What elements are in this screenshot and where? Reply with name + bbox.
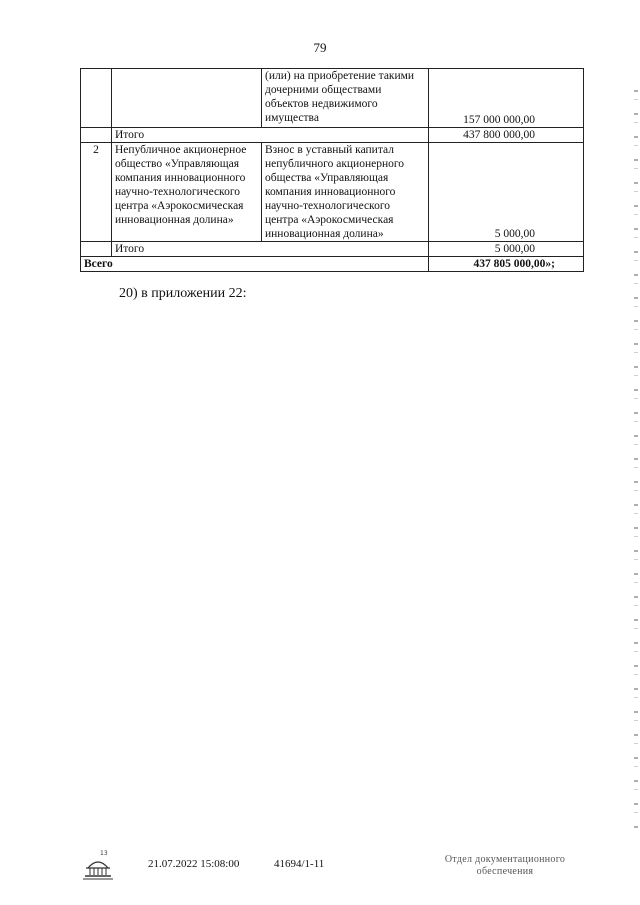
logo-number: 13	[100, 850, 108, 857]
purpose-cell: Взнос в уставный капитал непубличного акционерного общества «Управляющая компания инновационного научно-технологического центра «Аэрокосмическая инновационная долина»	[262, 143, 429, 242]
row-number: 2	[81, 143, 112, 242]
total-amount: 5 000,00	[429, 242, 584, 257]
organization-cell: Непубличное акционерное общество «Управляющая компания инновационного научно-технологического центра «Аэрокосмическая инновационная долина»	[112, 143, 262, 242]
row-number	[81, 242, 112, 257]
timestamp: 21.07.2022 15:08:00	[148, 858, 240, 870]
page-number: 79	[313, 40, 327, 55]
department-line: обеспечения	[476, 866, 534, 877]
department-stamp	[440, 854, 570, 878]
table-row-grand-total	[81, 257, 584, 272]
footer	[0, 848, 640, 888]
amount-cell: 157 000 000,00	[429, 69, 584, 128]
next-item-text: 20) в приложении 22:	[119, 286, 247, 301]
total-label: Итого	[112, 128, 429, 143]
purpose-cell: (или) на приобретение такими дочерними обществами объектов недвижимого имущества	[262, 69, 429, 128]
table-row	[81, 69, 584, 128]
organization-cell	[112, 69, 262, 128]
parliament-logo-icon	[80, 848, 116, 880]
grand-total-label: Всего	[81, 257, 429, 272]
row-number	[81, 128, 112, 143]
table-row-total	[81, 128, 584, 143]
grand-total-amount: 437 805 000,00»;	[429, 257, 584, 272]
table-row	[81, 143, 584, 242]
total-amount: 437 800 000,00	[429, 128, 584, 143]
table-row-total	[81, 242, 584, 257]
amount-cell: 5 000,00	[429, 143, 584, 242]
budget-table	[80, 68, 584, 272]
total-label: Итого	[112, 242, 429, 257]
document-number: 41694/1-11	[274, 858, 325, 870]
row-number	[81, 69, 112, 128]
scan-edge-marks	[634, 90, 638, 830]
department-line: Отдел документационного	[444, 854, 566, 865]
